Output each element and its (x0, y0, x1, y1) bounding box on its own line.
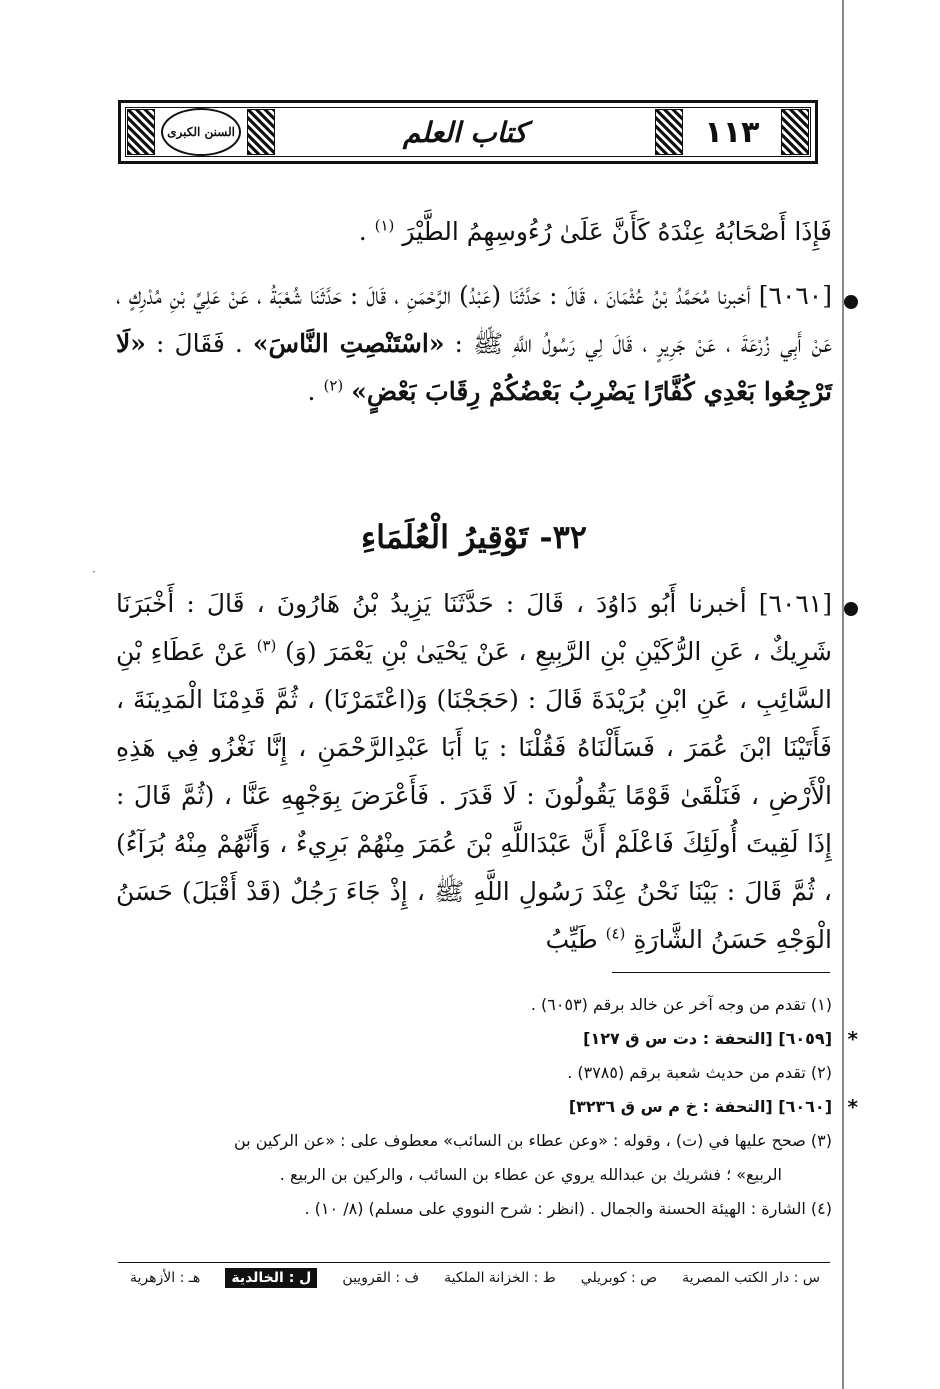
footnote-ref: (٢) (323, 376, 344, 395)
running-title: كتاب العلم (402, 115, 528, 149)
page-header (118, 100, 818, 164)
margin-dot: · (92, 565, 96, 579)
footnotes (120, 988, 858, 1226)
sigla-item: ط : الخزانة الملكية (444, 1270, 556, 1286)
footnote-3: (٣) صحح عليها في (ت) ، وقوله : «وعن عطاء بن السائب» معطوف على : «عن الركين بن (233, 1131, 832, 1150)
page-edge-rule (842, 0, 844, 1389)
footnote-separator (612, 972, 830, 973)
footnote-4: (٤) الشارة : الهيئة الحسنة والجمال . (انظر : شرح النووي على مسلم) (٨/ ١٠) . (304, 1199, 832, 1218)
sigla-item-highlighted: ل : الخالدية (225, 1268, 317, 1288)
section-heading: ٣٢- تَوْقِيرُ الْعُلَمَاءِ (361, 518, 587, 556)
page-number: ١١٣ (704, 114, 760, 150)
ornament-left-inner-icon (655, 109, 683, 155)
tuhfa-6060: * [٦٠٦٠] [التحفة : خ م س ق ٣٢٣٦] (120, 1090, 832, 1124)
footnote-ref: (١) (374, 216, 395, 235)
ornament-left-icon (781, 109, 809, 155)
sigla-item: س : دار الكتب المصرية (682, 1270, 820, 1286)
ornament-right-inner-icon (247, 109, 275, 155)
sigla-item: ص : كوبريلي (580, 1270, 658, 1286)
footnote-1: (١) تقدم من وجه آخر عن خالد برقم (٦٠٥٣) . (530, 995, 832, 1014)
footnote-3-cont: الربيع» ؛ فشريك بن عبدالله يروي عن عطاء بن السائب ، والركين بن الربيع . (279, 1165, 782, 1184)
hadith-bullet (844, 295, 858, 309)
hadith-6060: [٦٠٦٠] أخبرنا مُحَمَّدُ بْنُ عُثْمَانَ ، قَالَ : حَدَّثَنَا (عَبْدُ) الرَّحْمَنِ ، قَالَ : حَدَّثَنَا شُعْبَةُ ، عَنْ عَلِيِّ بْنِ مُدْرِكٍ ، عَنْ أَبِي زُرْعَةَ ، عَنْ جَرِيرٍ ، قَالَ لِي رَسُولُ اللَّهِ ﷺ : «اسْتَنْصِتِ النَّاسَ» . فَقَالَ : «لَا تَرْجِعُوا بَعْدِي كُفَّارًا يَضْرِبُ بَعْضُكُمْ رِقَابَ بَعْضٍ» $^{(٢)}$ . (116, 281, 833, 406)
ornament-right-icon (127, 109, 155, 155)
asterisk-icon: * (847, 1027, 858, 1051)
footnote-2: (٢) تقدم من حديث شعبة برقم (٣٧٨٥) . (567, 1063, 832, 1082)
footnote-ref: (٤) (605, 924, 626, 943)
paragraph-continuation: فَإِذَا أَصْحَابُهُ عِنْدَهُ كَأَنَّ عَلَىٰ رُءُوسِهِمُ الطَّيْرَ $^{(١)}$ . (358, 216, 832, 246)
sigla-item: ف : القرويين (342, 1270, 420, 1286)
hadith-bullet (844, 602, 858, 616)
book-seal-logo: السنن الكبرى (161, 108, 241, 156)
tuhfa-6059: * [٦٠٥٩] [التحفة : دت س ق ١٢٧] (120, 1022, 832, 1056)
manuscript-sigla (130, 1268, 820, 1288)
footnote-ref: (٣) (256, 636, 277, 655)
hadith-6061: [٦٠٦١] أخبرنا أَبُو دَاوُدَ ، قَالَ : حَدَّثَنَا يَزِيدُ بْنُ هَارُونَ ، قَالَ : أَخْبَرَنَا شَرِيكٌ ، عَنِ الرُّكَيْنِ بْنِ الرَّبِيعِ ، عَنْ يَحْيَىٰ بْنِ يَعْمَرَ (وَ) $^{(٣)}$ عَنْ عَطَاءِ بْنِ السَّائِبِ ، عَنِ ابْنِ بُرَيْدَةَ قَالَ : (حَجَجْنَا) وَ(اعْتَمَرْنَا) ، ثُمَّ قَدِمْنَا الْمَدِينَةَ ، فَأَتَيْنَا ابْنَ عُمَرَ ، فَسَأَلْنَاهُ فَقُلْنَا : يَا أَبَا عَبْدِالرَّحْمَنِ ، إِنَّا نَغْزُو فِي هَذِهِ الْأَرْضِ ، فَنَلْقَىٰ قَوْمًا يَقُولُونَ : لَا قَدَرَ . فَأَعْرَضَ بِوَجْهِهِ عَنَّا ، (ثُمَّ قَالَ : إِذَا لَقِيتَ أُولَئِكَ فَاعْلَمْ أَنَّ عَبْدَاللَّهِ بْنَ عُمَرَ مِنْهُمْ بَرِيءٌ ، وَأَنَّهُمْ مِنْهُ بُرَآءُ) ، ثُمَّ قَالَ : بَيْنَا نَحْنُ عِنْدَ رَسُولِ اللَّهِ ﷺ ، إِذْ جَاءَ رَجُلٌ (قَدْ أَقْبَلَ) حَسَنُ الْوَجْهِ حَسَنُ الشَّارَةِ $^{(٤)}$ طَيِّبُ (116, 589, 832, 954)
sigla-item: هـ : الأزهرية (130, 1270, 201, 1286)
sigla-separator (118, 1262, 830, 1263)
asterisk-icon: * (847, 1095, 858, 1119)
